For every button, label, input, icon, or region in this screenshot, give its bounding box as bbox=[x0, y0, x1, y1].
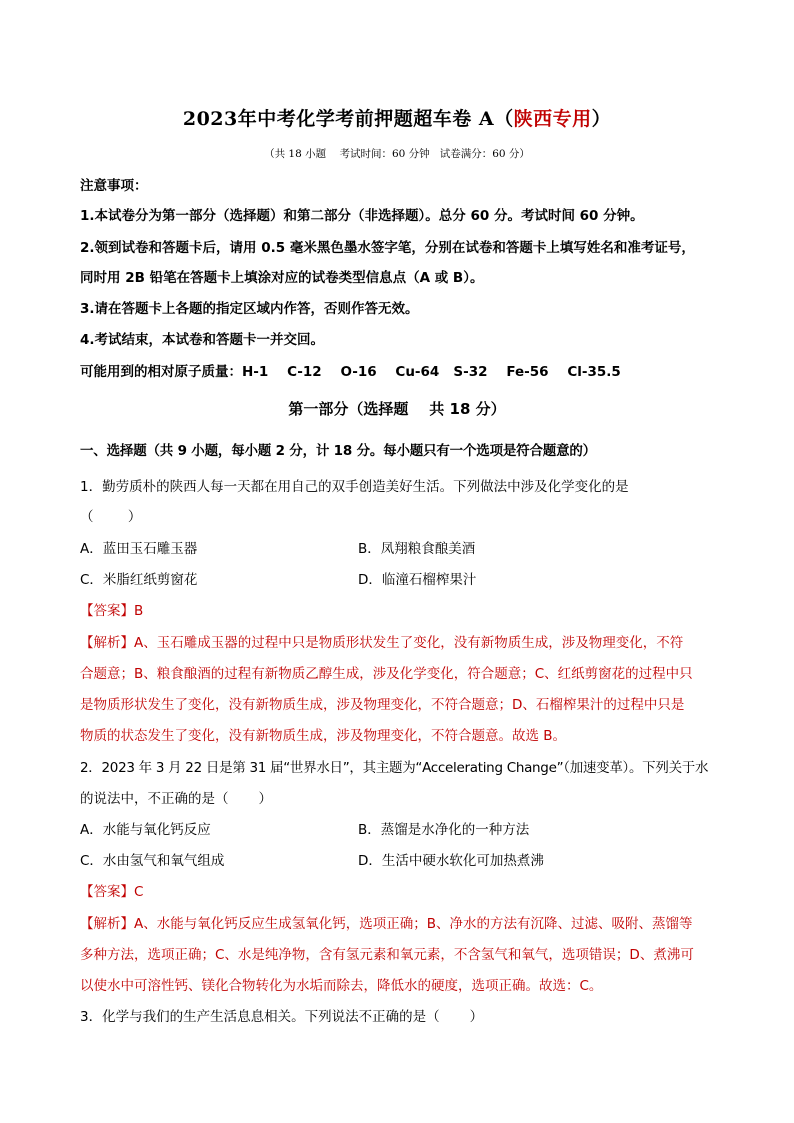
option-b: B．凤翔粮食酿美酒 bbox=[358, 541, 476, 557]
question-blank: （ ） bbox=[80, 509, 142, 525]
atomic-masses: 可能用到的相对原子质量：H-1 C-12 O-16 Cu-64 S-32 Fe-56 Cl-35.5 bbox=[80, 364, 621, 380]
answer: 【答案】B bbox=[80, 603, 144, 619]
title-region: 陕西专用 bbox=[513, 108, 592, 130]
option-b: B．蒸馏是水净化的一种方法 bbox=[358, 822, 530, 838]
analysis-line: 多种方法，选项正确；C、水是纯净物，含有氢元素和氧元素，不含氢气和氧气，选项错误；D、煮沸可 bbox=[80, 947, 694, 963]
analysis-line: 物质的状态发生了变化，没有新物质生成，涉及物理变化，不符合题意。故选 B。 bbox=[80, 728, 567, 744]
notice-item: 3.请在答题卡上各题的指定区域内作答，否则作答无效。 bbox=[80, 301, 419, 317]
question-stem: 2．2023 年 3 月 22 日是第 31 届“世界水日”，其主题为“Accelerating Change”（加速变革）。下列关于水 bbox=[80, 760, 709, 776]
question-stem: 的说法中，不正确的是（ ） bbox=[80, 791, 273, 807]
page-title bbox=[0, 104, 794, 131]
notice-item: 同时用 2B 铅笔在答题卡上填涂对应的试卷类型信息点（A 或 B）。 bbox=[80, 270, 484, 286]
exam-info: （共 18 小题 考试时间：60 分钟 试卷满分：60 分） bbox=[264, 148, 530, 160]
analysis-line: 【解析】A、玉石雕成玉器的过程中只是物质形状发生了变化，没有新物质生成，涉及物理变化，不符 bbox=[80, 635, 684, 651]
notice-item: 1.本试卷分为第一部分（选择题）和第二部分（非选择题）。总分 60 分。考试时间 60 分钟。 bbox=[80, 208, 644, 224]
option-d: D．临潼石榴榨果汁 bbox=[358, 572, 477, 588]
notice-item: 2.领到试卷和答题卡后，请用 0.5 毫米黑色墨水签字笔，分别在试卷和答题卡上填写姓名和准考证号， bbox=[80, 240, 695, 256]
analysis-line: 【解析】A、水能与氧化钙反应生成氢氧化钙，选项正确；B、净水的方法有沉降、过滤、吸附、蒸馏等 bbox=[80, 916, 693, 932]
option-a: A．水能与氧化钙反应 bbox=[80, 822, 211, 838]
question-stem: 1．勤劳质朴的陕西人每一天都在用自己的双手创造美好生活。下列做法中涉及化学变化的是 bbox=[80, 479, 629, 495]
part-heading: 第一部分（选择题 共 18 分） bbox=[288, 400, 506, 418]
option-d: D．生活中硬水软化可加热煮沸 bbox=[358, 853, 544, 869]
analysis-line: 以使水中可溶性钙、镁化合物转化为水垢而除去，降低水的硬度，选项正确。故选：C。 bbox=[80, 978, 603, 994]
section-heading: 一、选择题（共 9 小题，每小题 2 分，计 18 分。每小题只有一个选项是符合题意的） bbox=[80, 443, 596, 459]
title-end: ） bbox=[591, 108, 612, 130]
option-c: C．水由氢气和氧气组成 bbox=[80, 853, 225, 869]
analysis-line: 合题意；B、粮食酿酒的过程有新物质乙醇生成，涉及化学变化，符合题意；C、红纸剪窗花的过程中只 bbox=[80, 666, 693, 682]
analysis-line: 是物质形状发生了变化，没有新物质生成，涉及物理变化，不符合题意；D、石榴榨果汁的过程中只是 bbox=[80, 697, 685, 713]
title-main: 2023年中考化学考前押题超车卷 A（ bbox=[182, 108, 514, 130]
question-stem: 3．化学与我们的生产生活息息相关。下列说法不正确的是（ ） bbox=[80, 1009, 484, 1025]
option-a: A．蓝田玉石雕玉器 bbox=[80, 541, 198, 557]
answer: 【答案】C bbox=[80, 884, 144, 900]
notice-item: 4.考试结束，本试卷和答题卡一并交回。 bbox=[80, 332, 325, 348]
option-c: C．米脂红纸剪窗花 bbox=[80, 572, 198, 588]
notice-heading: 注意事项： bbox=[80, 178, 148, 194]
